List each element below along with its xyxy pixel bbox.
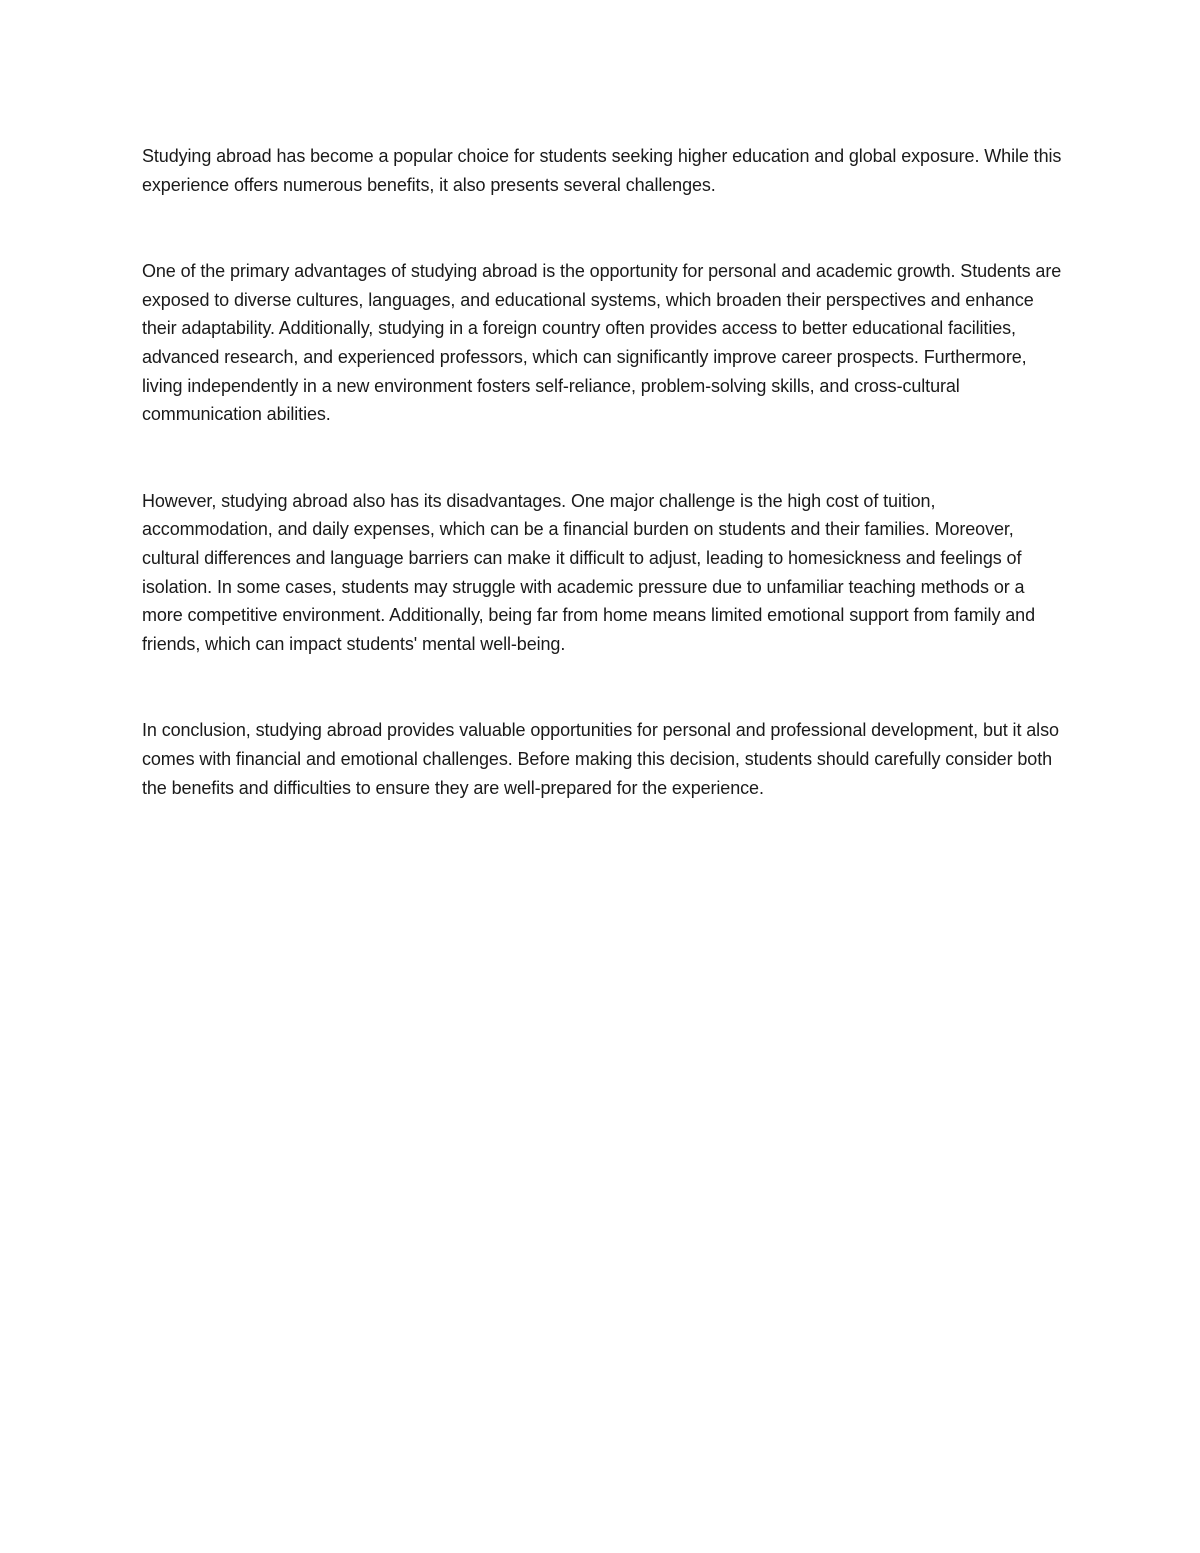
document-body	[142, 142, 1062, 802]
paragraph-conclusion: In conclusion, studying abroad provides valuable opportunities for personal and professional development, but it also comes with financial and emotional challenges. Before making this decision, students should carefully consider both the benefits and difficulties to ensure they are well-prepared for the experience.	[142, 720, 1059, 798]
paragraph-disadvantages: However, studying abroad also has its disadvantages. One major challenge is the high cost of tuition, accommodation, and daily expenses, which can be a financial burden on students and their families. Moreover, cultural differences and language barriers can make it difficult to adjust, leading to homesickness and feelings of isolation. In some cases, students may struggle with academic pressure due to unfamiliar teaching methods or a more competitive environment. Additionally, being far from home means limited emotional support from family and friends, which can impact students' mental well-being.	[142, 490, 1035, 654]
paragraph-introduction: Studying abroad has become a popular choice for students seeking higher education and global exposure. While this experience offers numerous benefits, it also presents several challenges.	[142, 146, 1062, 195]
paragraph-advantages: One of the primary advantages of studying abroad is the opportunity for personal and academic growth. Students are exposed to diverse cultures, languages, and educational systems, which broaden their perspectives and enhance their adaptability. Additionally, studying in a foreign country often provides access to better educational facilities, advanced research, and experienced professors, which can significantly improve career prospects. Furthermore, living independently in a new environment fosters self-reliance, problem-solving skills, and cross-cultural communication abilities.	[142, 261, 1062, 425]
